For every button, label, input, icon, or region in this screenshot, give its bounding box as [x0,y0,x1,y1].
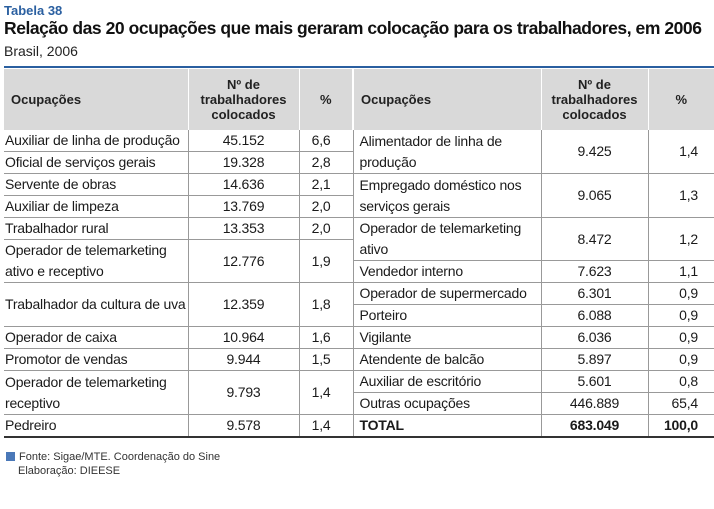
workers-cell: 5.601 [541,371,648,393]
occupation-cell: Vigilante [353,327,541,349]
workers-cell: 12.359 [188,283,299,327]
table-subtitle: Brasil, 2006 [4,43,78,59]
occupation-cell: Pedreiro [4,415,188,438]
top-rule [4,66,714,68]
occupations-table [4,69,714,438]
workers-cell: 13.353 [188,218,299,240]
header-percent-left: % [299,69,353,130]
occupation-cell: Atendente de balcão [353,349,541,371]
occupation-cell: Outras ocupações [353,393,541,415]
table-title: Relação das 20 ocupações que mais geraram colocação para os trabalhadores, em 2006 [4,18,702,38]
table-row [4,415,714,438]
header-occupations-right: Ocupações [353,69,541,130]
occupation-cell: Servente de obras [4,174,188,196]
total-percent: 100,0 [648,415,714,438]
workers-cell: 446.889 [541,393,648,415]
table-header-row [4,69,714,130]
workers-cell: 45.152 [188,130,299,152]
percent-cell: 65,4 [648,393,714,415]
workers-cell: 8.472 [541,218,648,261]
source-text: Fonte: Sigae/MTE. Coordenação do Sine [19,451,221,463]
occupation-cell: Vendedor interno [353,261,541,283]
percent-cell: 2,1 [299,174,353,196]
workers-cell: 10.964 [188,327,299,349]
table-label: Tabela 38 [4,3,63,18]
occupation-cell: Trabalhador rural [4,218,188,240]
occupation-cell: Operador de telemarketing ativo [353,218,541,261]
percent-cell: 1,2 [648,218,714,261]
percent-cell: 0,9 [648,305,714,327]
occupation-cell: Empregado doméstico nos serviços gerais [353,174,541,218]
workers-cell: 9.578 [188,415,299,438]
table-row [4,371,714,393]
percent-cell: 1,1 [648,261,714,283]
percent-cell: 6,6 [299,130,353,152]
table-row [4,218,714,240]
header-percent-right: % [648,69,714,130]
workers-cell: 6.088 [541,305,648,327]
occupation-cell: Promotor de vendas [4,349,188,371]
total-label: TOTAL [353,415,541,438]
occupation-cell: Porteiro [353,305,541,327]
occupation-cell: Operador de telemarketing ativo e receptivo [4,240,188,283]
workers-cell: 6.036 [541,327,648,349]
occupation-cell: Trabalhador da cultura de uva [4,283,188,327]
table-row [4,283,714,305]
source-note [6,451,220,463]
percent-cell: 1,9 [299,240,353,283]
occupation-cell: Auxiliar de limpeza [4,196,188,218]
percent-cell: 1,8 [299,283,353,327]
workers-cell: 9.793 [188,371,299,415]
table-row [4,327,714,349]
percent-cell: 2,0 [299,218,353,240]
occupation-cell: Alimentador de linha de produção [353,130,541,174]
occupation-cell: Auxiliar de escritório [353,371,541,393]
percent-cell: 2,8 [299,152,353,174]
percent-cell: 1,4 [299,415,353,438]
percent-cell: 0,9 [648,283,714,305]
header-workers-left: Nº de trabalhadores colocados [188,69,299,130]
workers-cell: 13.769 [188,196,299,218]
occupation-cell: Operador de telemarketing receptivo [4,371,188,415]
percent-cell: 1,4 [299,371,353,415]
percent-cell: 2,0 [299,196,353,218]
workers-cell: 9.944 [188,349,299,371]
table-row [4,349,714,371]
header-occupations-left: Ocupações [4,69,188,130]
percent-cell: 1,5 [299,349,353,371]
percent-cell: 1,3 [648,174,714,218]
table-row [4,130,714,152]
workers-cell: 19.328 [188,152,299,174]
header-workers-right: Nº de trabalhadores colocados [541,69,648,130]
elaboration-note: Elaboração: DIEESE [18,465,121,477]
occupation-cell: Oficial de serviços gerais [4,152,188,174]
workers-cell: 9.065 [541,174,648,218]
workers-cell: 7.623 [541,261,648,283]
occupation-cell: Auxiliar de linha de produção [4,130,188,152]
percent-cell: 0,8 [648,371,714,393]
table-row [4,174,714,196]
source-marker-icon [6,452,15,461]
workers-cell: 6.301 [541,283,648,305]
workers-cell: 12.776 [188,240,299,283]
occupation-cell: Operador de caixa [4,327,188,349]
percent-cell: 1,6 [299,327,353,349]
percent-cell: 0,9 [648,349,714,371]
occupation-cell: Operador de supermercado [353,283,541,305]
workers-cell: 14.636 [188,174,299,196]
percent-cell: 0,9 [648,327,714,349]
workers-cell: 5.897 [541,349,648,371]
total-workers: 683.049 [541,415,648,438]
workers-cell: 9.425 [541,130,648,174]
percent-cell: 1,4 [648,130,714,174]
